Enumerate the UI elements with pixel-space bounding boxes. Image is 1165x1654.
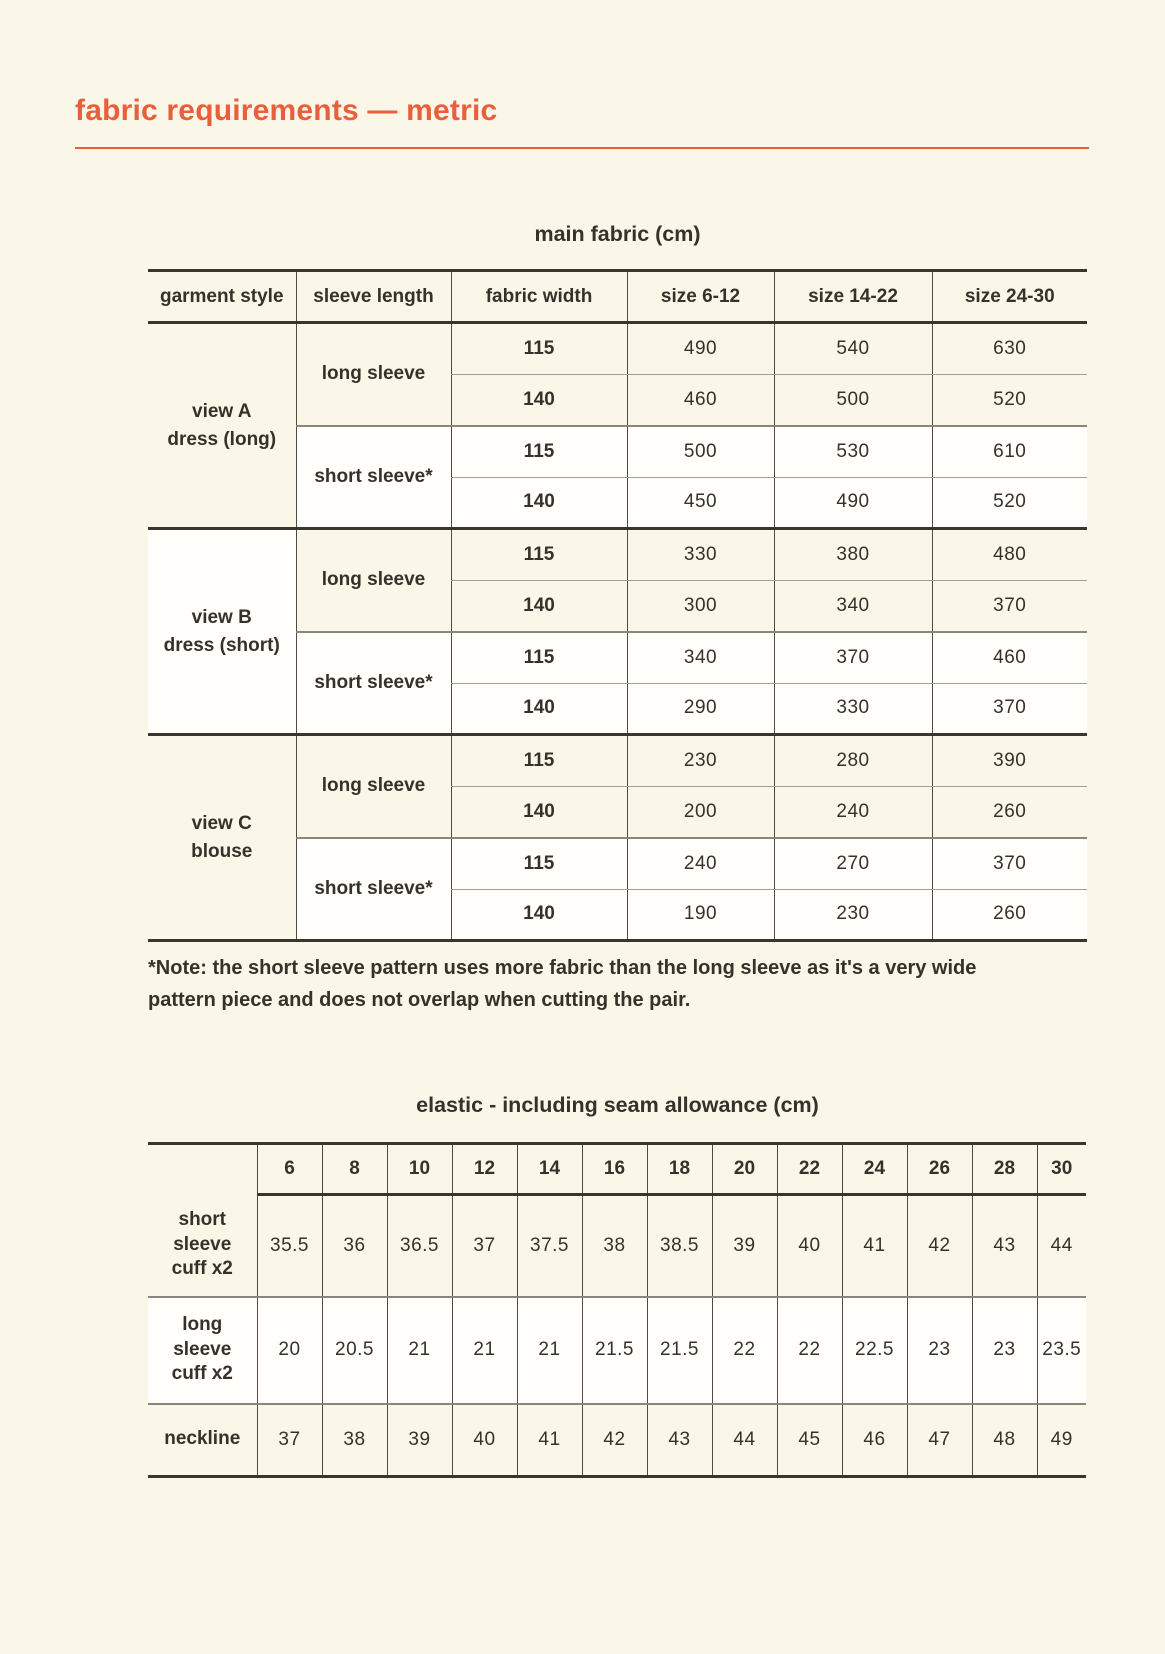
size-column-header: 24 (842, 1144, 907, 1195)
elastic-value-cell: 43 (972, 1195, 1037, 1297)
fabric-amount-cell: 280 (774, 735, 932, 787)
elastic-value-cell: 20.5 (322, 1297, 387, 1404)
garment-style-cell-view-a (148, 323, 296, 529)
main-table-caption: main fabric (cm) (534, 222, 701, 246)
elastic-value-cell: 39 (387, 1404, 452, 1477)
table-row (148, 323, 1087, 375)
fabric-amount-cell: 460 (627, 374, 774, 426)
fabric-width-cell: 140 (451, 477, 627, 529)
column-header-size-14-22: size 14-22 (774, 271, 932, 323)
elastic-row-label: long sleeve cuff x2 (148, 1297, 257, 1404)
fabric-amount-cell: 260 (932, 889, 1087, 941)
table-row (148, 735, 1087, 787)
elastic-value-cell: 21 (387, 1297, 452, 1404)
elastic-value-cell: 37 (452, 1195, 517, 1297)
column-header-sleeve-length: sleeve length (296, 271, 451, 323)
elastic-value-cell: 47 (907, 1404, 972, 1477)
elastic-value-cell: 39 (712, 1195, 777, 1297)
fabric-amount-cell: 260 (932, 786, 1087, 838)
fabric-amount-cell: 450 (627, 477, 774, 529)
fabric-amount-cell: 370 (932, 683, 1087, 735)
elastic-value-cell: 49 (1037, 1404, 1086, 1477)
elastic-value-cell: 46 (842, 1404, 907, 1477)
fabric-amount-cell: 370 (932, 838, 1087, 890)
elastic-value-cell: 42 (582, 1404, 647, 1477)
elastic-value-cell: 22 (777, 1297, 842, 1404)
garment-desc: blouse (191, 840, 253, 862)
size-column-header: 22 (777, 1144, 842, 1195)
sleeve-length-cell: long sleeve (296, 323, 451, 426)
size-column-header: 16 (582, 1144, 647, 1195)
elastic-value-cell: 41 (842, 1195, 907, 1297)
sleeve-length-cell: long sleeve (296, 529, 451, 632)
elastic-value-cell: 36 (322, 1195, 387, 1297)
table-corner-cell (148, 1144, 257, 1195)
main-fabric-table (148, 269, 1087, 942)
fabric-width-cell: 115 (451, 529, 627, 581)
elastic-value-cell: 38 (322, 1404, 387, 1477)
fabric-width-cell: 140 (451, 580, 627, 632)
fabric-width-cell: 140 (451, 786, 627, 838)
table-row (148, 529, 1087, 581)
fabric-amount-cell: 240 (627, 838, 774, 890)
fabric-width-cell: 115 (451, 632, 627, 684)
fabric-amount-cell: 370 (774, 632, 932, 684)
size-column-header: 20 (712, 1144, 777, 1195)
elastic-row-long-sleeve-cuff (148, 1297, 1086, 1404)
elastic-header-row (148, 1144, 1086, 1195)
fabric-amount-cell: 300 (627, 580, 774, 632)
garment-style-cell-view-c (148, 735, 296, 941)
column-header-size-24-30: size 24-30 (932, 271, 1087, 323)
fabric-width-cell: 115 (451, 838, 627, 890)
fabric-amount-cell: 330 (774, 683, 932, 735)
fabric-amount-cell: 370 (932, 580, 1087, 632)
page-title: fabric requirements — metric (75, 94, 498, 127)
size-column-header: 28 (972, 1144, 1037, 1195)
size-column-header: 10 (387, 1144, 452, 1195)
garment-style-cell-view-b (148, 529, 296, 735)
elastic-value-cell: 23 (972, 1297, 1037, 1404)
elastic-value-cell: 38 (582, 1195, 647, 1297)
sleeve-length-cell: short sleeve* (296, 838, 451, 941)
elastic-value-cell: 35.5 (257, 1195, 322, 1297)
fabric-amount-cell: 270 (774, 838, 932, 890)
fabric-amount-cell: 290 (627, 683, 774, 735)
fabric-amount-cell: 530 (774, 426, 932, 478)
fabric-width-cell: 115 (451, 735, 627, 787)
elastic-value-cell: 37.5 (517, 1195, 582, 1297)
elastic-value-cell: 21.5 (647, 1297, 712, 1404)
size-column-header: 12 (452, 1144, 517, 1195)
fabric-amount-cell: 520 (932, 374, 1087, 426)
size-column-header: 26 (907, 1144, 972, 1195)
fabric-amount-cell: 340 (774, 580, 932, 632)
size-column-header: 18 (647, 1144, 712, 1195)
elastic-value-cell: 42 (907, 1195, 972, 1297)
fabric-width-cell: 140 (451, 374, 627, 426)
size-column-header: 30 (1037, 1144, 1086, 1195)
column-header-size-6-12: size 6-12 (627, 271, 774, 323)
elastic-table-caption: elastic - including seam allowance (cm) (416, 1093, 819, 1117)
elastic-value-cell: 48 (972, 1404, 1037, 1477)
fabric-amount-cell: 500 (774, 374, 932, 426)
garment-name: view C (191, 812, 252, 834)
elastic-value-cell: 37 (257, 1404, 322, 1477)
elastic-value-cell: 40 (777, 1195, 842, 1297)
elastic-row-short-sleeve-cuff (148, 1195, 1086, 1297)
elastic-value-cell: 41 (517, 1404, 582, 1477)
column-header-garment-style: garment style (148, 271, 296, 323)
fabric-amount-cell: 240 (774, 786, 932, 838)
fabric-amount-cell: 190 (627, 889, 774, 941)
elastic-value-cell: 21 (452, 1297, 517, 1404)
fabric-amount-cell: 200 (627, 786, 774, 838)
fabric-amount-cell: 540 (774, 323, 932, 375)
size-column-header: 6 (257, 1144, 322, 1195)
elastic-value-cell: 45 (777, 1404, 842, 1477)
elastic-value-cell: 36.5 (387, 1195, 452, 1297)
fabric-width-cell: 115 (451, 323, 627, 375)
elastic-value-cell: 21.5 (582, 1297, 647, 1404)
garment-desc: dress (long) (167, 428, 277, 450)
sleeve-length-cell: short sleeve* (296, 426, 451, 529)
title-underline-rule (75, 147, 1089, 149)
fabric-width-cell: 140 (451, 683, 627, 735)
fabric-width-cell: 115 (451, 426, 627, 478)
fabric-amount-cell: 460 (932, 632, 1087, 684)
elastic-row-neckline (148, 1404, 1086, 1477)
fabric-amount-cell: 630 (932, 323, 1087, 375)
sleeve-length-cell: short sleeve* (296, 632, 451, 735)
fabric-amount-cell: 230 (774, 889, 932, 941)
elastic-row-label: neckline (148, 1404, 257, 1477)
elastic-value-cell: 23.5 (1037, 1297, 1086, 1404)
fabric-amount-cell: 500 (627, 426, 774, 478)
fabric-amount-cell: 490 (627, 323, 774, 375)
fabric-amount-cell: 520 (932, 477, 1087, 529)
elastic-value-cell: 44 (1037, 1195, 1086, 1297)
size-column-header: 14 (517, 1144, 582, 1195)
sleeve-length-cell: long sleeve (296, 735, 451, 838)
fabric-amount-cell: 490 (774, 477, 932, 529)
elastic-value-cell: 21 (517, 1297, 582, 1404)
fabric-amount-cell: 480 (932, 529, 1087, 581)
elastic-value-cell: 22 (712, 1297, 777, 1404)
elastic-table (148, 1142, 1086, 1478)
fabric-amount-cell: 340 (627, 632, 774, 684)
fabric-amount-cell: 230 (627, 735, 774, 787)
fabric-amount-cell: 330 (627, 529, 774, 581)
garment-name: view A (192, 400, 252, 422)
fabric-amount-cell: 610 (932, 426, 1087, 478)
fabric-note: *Note: the short sleeve pattern uses more fabric than the long sleeve as it's a very wide pattern piece and does not overlap when cutting the pair. (148, 957, 977, 1012)
main-table-header-row (148, 271, 1087, 323)
elastic-value-cell: 20 (257, 1297, 322, 1404)
fabric-amount-cell: 380 (774, 529, 932, 581)
fabric-width-cell: 140 (451, 889, 627, 941)
size-column-header: 8 (322, 1144, 387, 1195)
elastic-value-cell: 44 (712, 1404, 777, 1477)
fabric-amount-cell: 390 (932, 735, 1087, 787)
elastic-value-cell: 43 (647, 1404, 712, 1477)
garment-desc: dress (short) (163, 634, 280, 656)
garment-name: view B (191, 606, 252, 628)
elastic-value-cell: 23 (907, 1297, 972, 1404)
elastic-value-cell: 38.5 (647, 1195, 712, 1297)
elastic-value-cell: 40 (452, 1404, 517, 1477)
elastic-value-cell: 22.5 (842, 1297, 907, 1404)
column-header-fabric-width: fabric width (451, 271, 627, 323)
elastic-row-label: short sleeve cuff x2 (148, 1195, 257, 1297)
